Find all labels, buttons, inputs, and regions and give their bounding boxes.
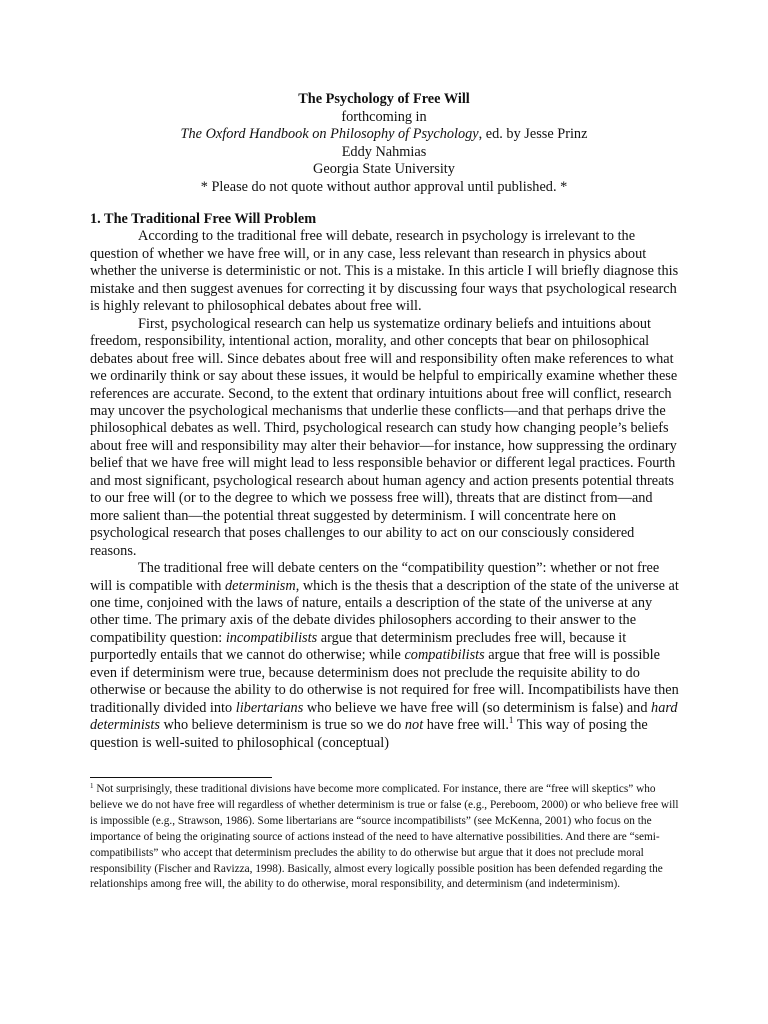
text-run: The traditional free will debate centers on the “compatibility question”: whether or not free will is compatible with bbox=[90, 560, 660, 594]
author-affiliation: Georgia State University bbox=[313, 161, 455, 178]
text-run: This way of posing the question is well-suited to philosophical (conceptual) bbox=[90, 717, 648, 751]
term-hard-determinists: hard determinists bbox=[90, 699, 678, 734]
term-compatibilists: compatibilists bbox=[404, 647, 485, 664]
text-run: who believe determinism is true so we do bbox=[159, 717, 405, 734]
paragraph-3 bbox=[90, 560, 680, 752]
author-name: Eddy Nahmias bbox=[341, 143, 427, 160]
handbook-title: The Oxford Handbook on Philosophy of Psychology bbox=[180, 126, 479, 143]
publication-status: forthcoming in bbox=[341, 108, 427, 125]
text-run: , which is the thesis that a description of the state of the universe at one time, conjoined with the laws of nature, entails a description of the state of the universe at any other time. The primary axis of the debate divides philosophers according to their answer to the compatibility question: bbox=[90, 577, 679, 646]
emphasis-not: not bbox=[404, 717, 424, 734]
paragraph-2: First, psychological research can help us systematize ordinary beliefs and intuitions about freedom, responsibility, intentional action, morality, and other concepts that bear on philosophical debates about free will. Since debates about free will and responsibility often make references to what we ordinarily think or say about these issues, it would be helpful to empirically examine whether these references are accurate. Second, to the extent that ordinary intuitions about free will conflict, research may uncover the psychological mechanisms that underlie these conflicts—and that perhaps drive the philosophical debates as well. Third, psychological research can study how changing people’s beliefs about free will and responsibility may alter their behavior—for instance, how suppressing the ordinary belief that we have free will might lead to less responsible behavior or different legal practices. Fourth and most significant, psychological research about human agency and action presents potential threats to our free will (or to the degree to which we possess free will), threats that are distinct from—and more salient than—the potential threat suggested by determinism. I will concentrate here on psychological research that poses challenges to our ability to act on our consciously considered reasons. bbox=[90, 315, 678, 559]
term-determinism: determinism bbox=[225, 577, 296, 594]
footnote-separator bbox=[90, 777, 272, 778]
paragraph-1: According to the traditional free will debate, research in psychology is irrelevant to the question of whether we have free will, or in any case, less relevant than research in physics about whether the universe is deterministic or not. This is a mistake. In this article I will briefly diagnose this mistake and then suggest avenues for correcting it by discussing four ways that psychological research is highly relevant to philosophical debates about free will. bbox=[90, 228, 679, 315]
footnote-text: Not surprisingly, these traditional divisions have become more complicated. For instance, there are “free will skeptics” who believe we do not have free will regardless of whether determinism is true or false (e.g., Pereboom, 2000) or who believe free will is impossible (e.g., Strawson, 1986). Some libertarians are “source incompatibilists” (see McKenna, 2001) who focus on the importance of being the originating source of actions instead of the need to have alternative possibilities. And there are “semi-compatibilists” who accept that determinism precludes the ability to do otherwise but argue that it does not preclude moral responsibility (Fischer and Ravizza, 1998). Basically, almost every logically possible position has been defended regarding the relationships among free will, the ability to do otherwise, moral responsibility, and determinism (and indeterminism). bbox=[90, 783, 679, 891]
text-run: have free will. bbox=[423, 717, 509, 734]
term-libertarians: libertarians bbox=[235, 699, 304, 716]
text-run: argue that determinism precludes free will, because it purportedly entails that we cannot do otherwise; while bbox=[90, 629, 627, 664]
quotation-notice: * Please do not quote without author approval until published. * bbox=[200, 178, 568, 195]
footnote-marker: 1 bbox=[90, 782, 94, 790]
text-run: who believe we have free will (so determinism is false) and bbox=[303, 699, 652, 716]
section-heading: 1. The Traditional Free Will Problem bbox=[90, 211, 317, 227]
editor-credit: , ed. by Jesse Prinz bbox=[478, 126, 588, 143]
publication-venue bbox=[0, 126, 768, 144]
term-incompatibilists: incompatibilists bbox=[225, 629, 318, 646]
paper-title: The Psychology of Free Will bbox=[298, 91, 470, 107]
text-run: argue that free will is possible even if determinism were true, because determinism does not preclude the requisite ability to do otherwise or because the ability to do otherwise is not required for free will. Incompatibilists have then traditionally divided into bbox=[90, 647, 679, 716]
title-block bbox=[0, 91, 768, 197]
footnote-reference[interactable]: 1 bbox=[508, 715, 514, 726]
main-text bbox=[90, 211, 680, 752]
footnote-1 bbox=[90, 782, 680, 893]
